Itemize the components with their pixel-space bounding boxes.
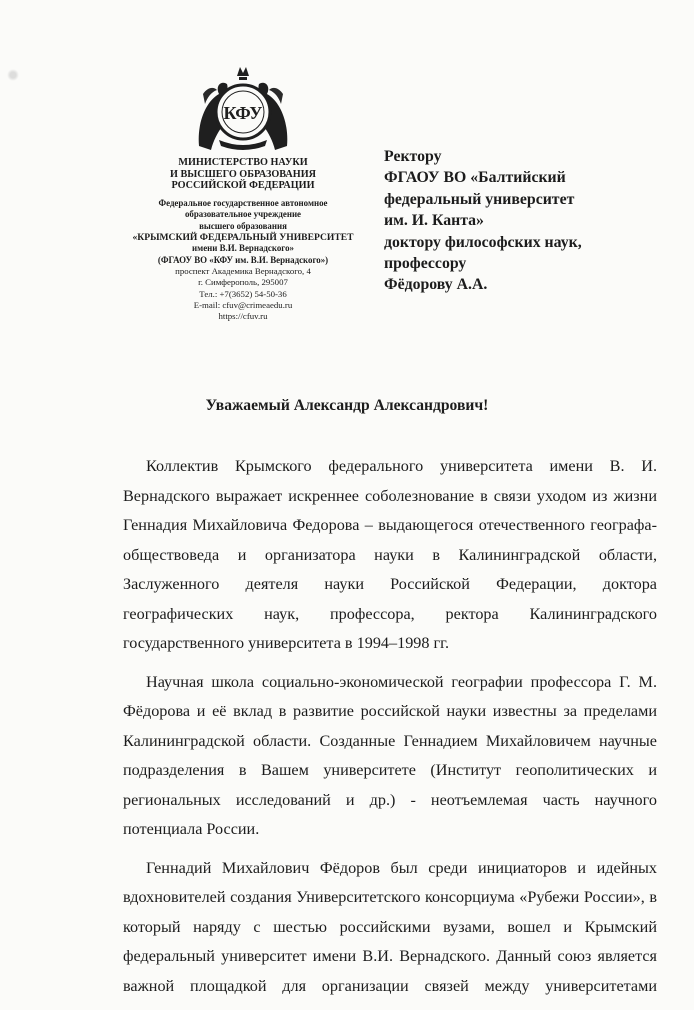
addressee-line: профессору <box>384 255 467 273</box>
addressee-line: Фёдорову А.А. <box>384 276 488 294</box>
svg-text:КФУ: КФУ <box>223 103 263 123</box>
phone: Тел.: +7(3652) 54-50-36 <box>199 288 287 299</box>
ministry-line: РОССИЙСКОЙ ФЕДЕРАЦИИ <box>171 180 315 192</box>
contacts <box>110 266 376 322</box>
body-paragraph: Геннадий Михайлович Фёдоров был среди инициаторов и идейных вдохновителей создания Университетского консорциума «Рубежи России», в который наряду с шестью российскими вузами, вошел и Крымский федеральный университет имени В.И. Вернадского. Данный союз является важной площадкой для организации связей между университетами <box>123 858 657 995</box>
university-short-name: (ФГАОУ ВО «КФУ им. В.И. Вернадского») <box>157 254 329 265</box>
addressee-line: ФГАОУ ВО «Балтийский <box>384 169 566 187</box>
website: https://cfuv.ru <box>218 311 268 322</box>
ministry-line: МИНИСТЕРСТВО НАУКИ <box>178 157 308 168</box>
address-city: г. Симферополь, 295007 <box>198 277 288 288</box>
body-paragraph: Коллектив Крымского федерального университета имени В. И. Вернадского выражает искреннее соболезнование в связи уходом из жизни Геннадия Михайловича Федорова – выдающегося отечественного географа-обществоведа и организатора науки в Калининградской области, Заслуженного деятеля науки Российской Федерации, доктора географических наук, профессора, ректора Калининградского государственного университета в 1994–1998 гг. <box>123 457 657 652</box>
scan-speck <box>6 68 20 82</box>
kfu-crest-logo-icon <box>193 64 293 156</box>
addressee-line: доктору философских наук, <box>384 233 582 251</box>
sender-block <box>110 157 376 322</box>
org-line: образовательное учреждение <box>184 209 301 220</box>
letter-body <box>123 452 657 1010</box>
address-line: проспект Академика Вернадского, 4 <box>175 266 311 277</box>
addressee-line: Ректору <box>384 148 442 165</box>
org-line: Федеральное государственное автономное <box>158 197 328 208</box>
addressee-line: им. И. Канта» <box>384 212 484 230</box>
salutation: Уважаемый Александр Александрович! <box>205 397 489 414</box>
addressee-block <box>384 146 674 296</box>
ministry-line: И ВЫСШЕГО ОБРАЗОВАНИЯ <box>169 168 316 180</box>
organization-name <box>110 198 376 266</box>
addressee-line: федеральный университет <box>384 190 575 208</box>
ministry-name <box>110 157 376 192</box>
university-name: «КРЫМСКИЙ ФЕДЕРАЛЬНЫЙ УНИВЕРСИТЕТ <box>132 232 354 243</box>
email: E-mail: cfuv@crimeaedu.ru <box>193 299 293 310</box>
body-paragraph: Научная школа социально-экономической географии профессора Г. М. Фёдорова и её вклад в развитие российской науки известны за пределами Калининградской области. Созданные Геннадием Михайловичем научные подразделения в Вашем университете (Институт геополитических и региональных исследований и др.) - неотъемлемая часть научного потенциала России. <box>123 672 657 838</box>
org-line: высшего образования <box>199 220 287 231</box>
university-name-suffix: имени В.И. Вернадского» <box>192 243 294 254</box>
